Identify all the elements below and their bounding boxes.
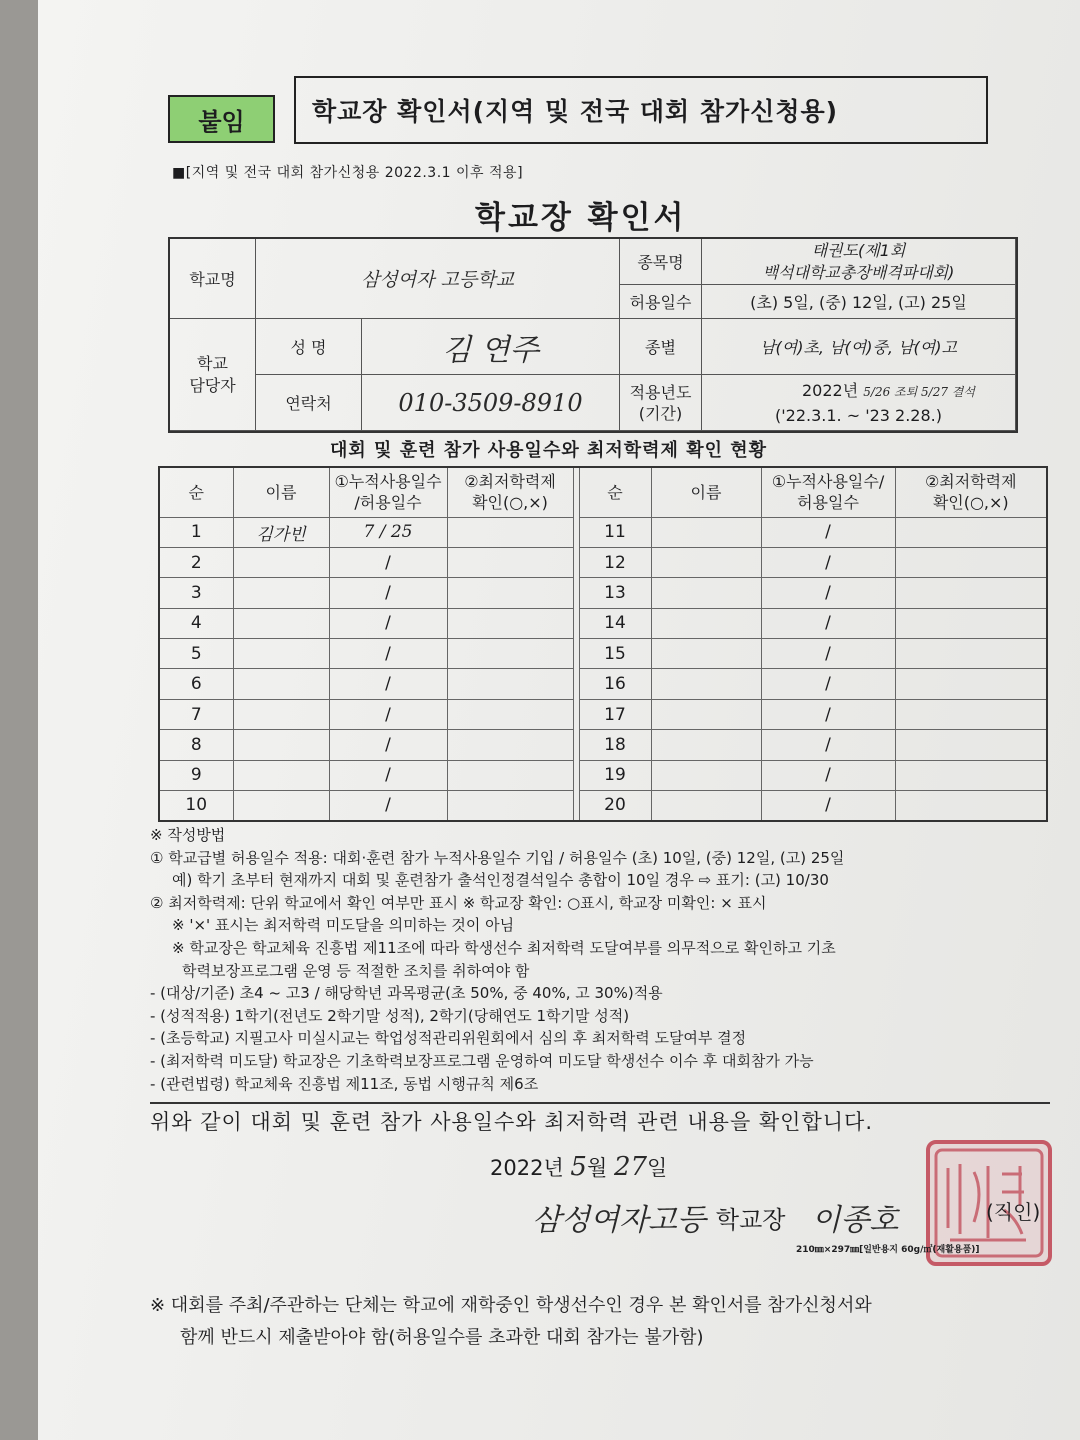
staff-label [170, 319, 256, 431]
athlete-name [233, 791, 329, 821]
staff-label-line-1: 학교 [197, 353, 228, 373]
col-days-right [761, 467, 895, 517]
athlete-name [651, 791, 761, 821]
row-number: 10 [159, 791, 233, 821]
date-month-label: 월 [586, 1156, 608, 1180]
writing-instructions [150, 824, 1055, 1095]
contact-label: 연락처 [256, 375, 362, 431]
note-line: 학력보장프로그램 운영 등 적절한 조치를 취하여야 함 [182, 961, 530, 980]
athlete-name [651, 730, 761, 760]
note-line: - (대상/기준) 초4 ~ 고3 / 해당학년 과목평균(초 50%, 중 40%, 고 30%)적용 [150, 984, 663, 1003]
col-name-right: 이름 [651, 467, 761, 517]
athlete-name [233, 760, 329, 790]
col-no-right: 순 [579, 467, 651, 517]
row-number: 18 [579, 730, 651, 760]
col-days-line-1: ①누적사용일수 [334, 472, 442, 492]
school-name-handwritten: 삼성여자고등 [532, 1203, 706, 1238]
col-academic-right-line-2: 확인(○,×) [932, 493, 1009, 513]
table-row [159, 760, 1047, 790]
academic-check [895, 578, 1047, 608]
academic-check [895, 730, 1047, 760]
col-academic-right-line-1: ②최저학력제 [924, 472, 1017, 492]
note-line: - (성적적용) 1학기(전년도 2학기말 성적), 2학기(당해연도 1학기말 성적) [150, 1006, 630, 1025]
academic-check [895, 639, 1047, 669]
athlete-name [233, 547, 329, 577]
athlete-name: 김가빈 [233, 517, 329, 547]
academic-check [447, 517, 573, 547]
principal-signature-line [532, 1192, 898, 1242]
col-days-right-line-1: ①누적사용일수/ [771, 472, 885, 492]
allowed-days-label: 허용일수 [620, 285, 702, 319]
year-value-line-2: ('22.3.1. ~ '23 2.28.) [775, 405, 942, 425]
col-academic [447, 467, 573, 517]
academic-check [447, 547, 573, 577]
attachment-badge: 붙임 [168, 95, 275, 143]
event-value-line-1: 태권도(제1회 [811, 240, 906, 260]
days-used: / [329, 791, 447, 821]
athlete-name [233, 730, 329, 760]
days-used: / [761, 669, 895, 699]
table-row [159, 639, 1047, 669]
table-row [159, 699, 1047, 729]
table-row [159, 517, 1047, 547]
athlete-name [651, 517, 761, 547]
allowed-days-value: (초) 5일, (중) 12일, (고) 25일 [702, 285, 1016, 319]
row-number: 12 [579, 547, 651, 577]
academic-check [447, 639, 573, 669]
principal-label: 학교장 [715, 1205, 786, 1234]
header-title: 학교장 확인서(지역 및 전국 대회 참가신청용) [294, 76, 988, 144]
row-number: 4 [159, 608, 233, 638]
col-academic-right [895, 467, 1047, 517]
row-number: 11 [579, 517, 651, 547]
days-used: / [761, 699, 895, 729]
roster-header-row [159, 467, 1047, 517]
school-label: 학교명 [170, 239, 256, 319]
year-label-line-1: 적용년도 [629, 382, 692, 402]
roster-body [159, 517, 1047, 821]
note-line: ※ 학교장은 학교체육 진흥법 제11조에 따라 학생선수 최저학력 도달여부를 의무적으로 확인하고 기초 [172, 938, 836, 957]
staff-label-line-2: 담당자 [189, 375, 236, 395]
athlete-name [233, 608, 329, 638]
academic-check [447, 578, 573, 608]
row-number: 7 [159, 699, 233, 729]
days-used: / [329, 639, 447, 669]
academic-check [447, 699, 573, 729]
date-day-handwritten: 27 [613, 1152, 648, 1182]
days-used: / [761, 578, 895, 608]
days-used: / [761, 639, 895, 669]
applied-note: ■[지역 및 전국 대회 참가신청용 2022.3.1 이후 적용] [172, 165, 524, 181]
table-row [159, 791, 1047, 821]
date-day-label: 일 [647, 1156, 668, 1180]
footer-line: ※ 대회를 주최/주관하는 단체는 학교에 재학중인 학생선수인 경우 본 확인서를 참가신청서와 [150, 1295, 872, 1316]
days-used: / [329, 578, 447, 608]
academic-check [895, 699, 1047, 729]
col-academic-line-2: 확인(○,×) [472, 493, 548, 513]
table-row [159, 547, 1047, 577]
note-line: ※ '×' 표시는 최저학력 미도달을 의미하는 것이 아님 [172, 916, 515, 935]
days-used: / [329, 730, 447, 760]
note-line: - (관련법령) 학교체육 진흥법 제11조, 동법 시행규칙 제6조 [150, 1074, 539, 1093]
date-year: 2022년 [490, 1156, 564, 1180]
academic-check [895, 791, 1047, 821]
days-used: / [761, 517, 895, 547]
note-line: ※ 작성방법 [150, 826, 226, 844]
year-value-line-1 [742, 379, 975, 404]
academic-check [447, 669, 573, 699]
school-value: 삼성여자 고등학교 [256, 239, 620, 319]
academic-check [895, 608, 1047, 638]
main-title: 학교장 확인서 [475, 200, 687, 236]
note-line: 예) 학기 초부터 현재까지 대회 및 훈련참가 출석인정결석일수 총합이 10일 경우 ⇨ 표기: (고) 10/30 [172, 871, 829, 890]
row-number: 3 [159, 578, 233, 608]
section-title: 대회 및 훈련 참가 사용일수와 최저학력제 확인 현황 [330, 440, 768, 461]
row-number: 17 [579, 699, 651, 729]
row-number: 20 [579, 791, 651, 821]
row-number: 5 [159, 639, 233, 669]
athlete-name [651, 699, 761, 729]
col-no: 순 [159, 467, 233, 517]
year-handwritten-note: 5/26 조퇴 5/27 결석 [863, 384, 975, 399]
row-number: 2 [159, 547, 233, 577]
note-line: ② 최저학력제: 단위 학교에서 확인 여부만 표시 ※ 학교장 확인: ○표시, 학교장 미확인: × 표시 [150, 893, 767, 912]
academic-check [447, 760, 573, 790]
col-days-line-2: /허용일수 [354, 493, 422, 513]
academic-check [895, 669, 1047, 699]
days-used: / [761, 547, 895, 577]
days-used: / [761, 760, 895, 790]
row-number: 19 [579, 760, 651, 790]
year-value [702, 375, 1016, 431]
confirmation-statement: 위와 같이 대회 및 훈련 참가 사용일수와 최저학력 관련 내용을 확인합니다. [150, 1110, 874, 1134]
academic-check [895, 547, 1047, 577]
note-line: - (초등학교) 지필고사 미실시교는 학업성적관리위원회에서 심의 후 최저학력 도달여부 결정 [150, 1029, 747, 1048]
athlete-name [651, 578, 761, 608]
row-number: 15 [579, 639, 651, 669]
row-number: 6 [159, 669, 233, 699]
col-days-right-line-2: 허용일수 [797, 493, 859, 513]
athlete-name [651, 639, 761, 669]
days-used: / [329, 608, 447, 638]
note-line: ① 학교급별 허용일수 적용: 대회·훈련 참가 누적사용일수 기입 / 허용일수 (초) 10일, (중) 12일, (고) 25일 [150, 848, 845, 867]
athlete-name [233, 699, 329, 729]
year-label [620, 375, 702, 431]
row-number: 16 [579, 669, 651, 699]
days-used: / [329, 547, 447, 577]
col-name: 이름 [233, 467, 329, 517]
athlete-name [651, 608, 761, 638]
days-used: 7 / 25 [329, 517, 447, 547]
name-value: 김 연주 [362, 319, 620, 375]
sign-date [490, 1152, 667, 1182]
athlete-name [651, 547, 761, 577]
divider-line [150, 1102, 1050, 1104]
row-number: 1 [159, 517, 233, 547]
days-used: / [329, 669, 447, 699]
table-row [159, 669, 1047, 699]
event-value [702, 239, 1016, 285]
col-days [329, 467, 447, 517]
paper-spec: 210㎜×297㎜[일반용지 60g/㎡(재활용품)] [796, 1245, 980, 1255]
days-used: / [329, 760, 447, 790]
event-label: 종목명 [620, 239, 702, 285]
table-row [159, 608, 1047, 638]
principal-signature: 이종호 [811, 1203, 899, 1238]
athlete-name [651, 669, 761, 699]
days-used: / [761, 730, 895, 760]
row-number: 13 [579, 578, 651, 608]
footer-note [150, 1290, 1050, 1354]
year-label-line-2: (기간) [638, 403, 683, 423]
academic-check [895, 760, 1047, 790]
academic-check [447, 730, 573, 760]
athlete-name [233, 578, 329, 608]
footer-line: 함께 반드시 제출받아야 함(허용일수를 초과한 대회 참가는 불가함) [180, 1327, 704, 1348]
date-month-handwritten: 5 [570, 1152, 587, 1182]
note-line: - (최저학력 미도달) 학교장은 기초학력보장프로그램 운영하여 미도달 학생선수 이수 후 대회참가 가능 [150, 1051, 814, 1070]
row-number: 8 [159, 730, 233, 760]
category-value: 남(여)초, 남(여)중, 남(여)고 [702, 319, 1016, 375]
days-used: / [329, 699, 447, 729]
info-table [168, 237, 1018, 433]
days-used: / [761, 608, 895, 638]
contact-value: 010-3509-8910 [362, 375, 620, 431]
col-academic-line-1: ②최저학력제 [464, 472, 556, 492]
athlete-name [651, 760, 761, 790]
academic-check [895, 517, 1047, 547]
athlete-name [233, 639, 329, 669]
seal-label: (직인) [986, 1200, 1041, 1224]
academic-check [447, 791, 573, 821]
days-used: / [761, 791, 895, 821]
table-row [159, 730, 1047, 760]
roster-table [158, 466, 1048, 822]
athlete-name [233, 669, 329, 699]
row-number: 9 [159, 760, 233, 790]
year-value-year: 2022년 [802, 380, 859, 400]
table-row [159, 578, 1047, 608]
name-label: 성 명 [256, 319, 362, 375]
academic-check [447, 608, 573, 638]
event-value-line-2: 백석대학교총장배격파대회) [762, 262, 955, 282]
row-number: 14 [579, 608, 651, 638]
category-label: 종별 [620, 319, 702, 375]
